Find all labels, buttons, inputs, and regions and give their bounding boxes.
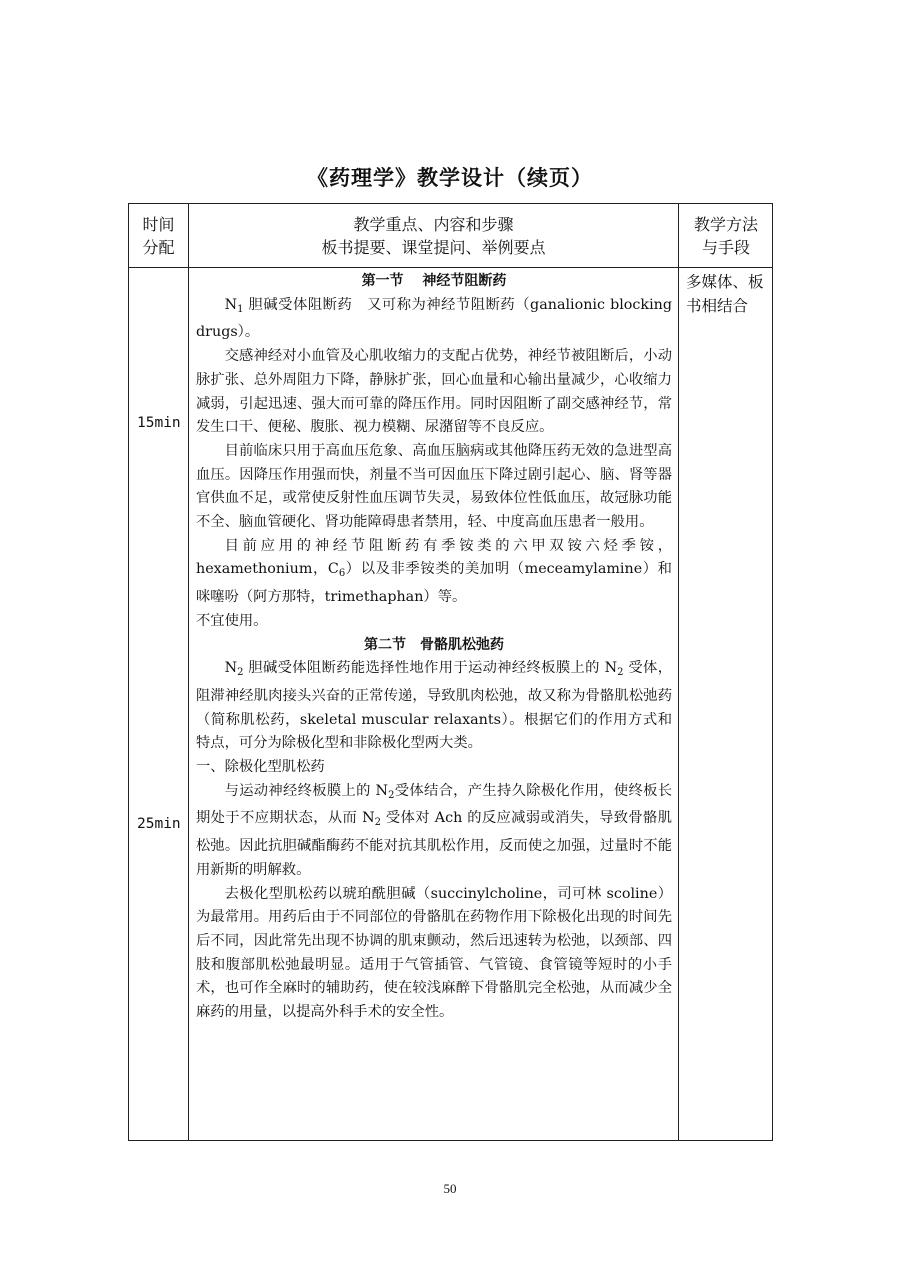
- text-run: N: [224, 296, 238, 313]
- header-divider: [129, 267, 772, 268]
- header-content-line2: 板书提要、课堂提问、举例要点: [321, 237, 546, 257]
- page-title: 《药理学》教学设计（续页）: [307, 166, 593, 190]
- section-1-heading: 第一节 神经节阻断药: [361, 273, 507, 289]
- paragraph: 交感神经对小血管及心肌收缩力的支配占优势，神经节被阻断后，小动脉扩张、总外周阻力下降，静脉扩张，回心血量和心输出量减少，心收缩力减弱，引起迅速、强大而可靠的降压作用。同时因阻断了副交感神经节，常发生口干、便秘、腹胀、视力模糊、尿潴留等不良反应。: [196, 348, 672, 436]
- header-time-line2: 分配: [142, 237, 175, 257]
- header-time-line1: 时间: [142, 214, 175, 234]
- text-run: 目前应用的神经节阻断药有季铵类的六甲双铵六烃季铵，hexamethonium，C: [196, 537, 672, 578]
- subscript: 2: [388, 789, 395, 801]
- paragraph: 目前临床只用于高血压危象、高血压脑病或其他降压药无效的急进型高血压。因降压作用强而快，剂量不当可因血压下降过剧引起心、脑、肾等器官供血不足，或常使反射性血压调节失灵，易致体位性低血压，故冠脉功能不全、脑血管硬化、肾功能障碍患者禁用，轻、中度高血压患者一般用。: [196, 442, 672, 531]
- paragraph: 去极化型肌松药以琥珀酰胆碱（succinylcholine，司可林 scoline）为最常用。用药后由于不同部位的骨骼肌在药物作用下除极化出现的时间先后不同，因此常先出现不协调的肌束颤动，然后迅速转为松弛，以颈部、四肢和腹部肌松弛最明显。适用于气管插管、气管镜、食管镜等短时的小手术，也可作全麻时的辅助药，使在较浅麻醉下骨骼肌完全松弛，从而减少全麻药的用量，以提高外科手术的安全性。: [196, 885, 672, 1021]
- subsection-heading: 一、除极化型肌松药: [196, 759, 325, 776]
- paragraph: [196, 294, 672, 345]
- header-content: [189, 204, 678, 267]
- header-method-line2: 与手段: [701, 237, 750, 257]
- teaching-method: 多媒体、板书相结合: [686, 273, 764, 315]
- subscript: 2: [617, 667, 624, 679]
- header-method-line1: 教学方法: [693, 214, 758, 234]
- column-divider: [188, 204, 189, 1140]
- text-run: 受体，阻滞神经肌肉接头兴奋的正常传递，导致肌肉松弛，故又称为骨骼肌松弛药（简称肌松药，skeletal muscular relaxants）。根据它们的作用方式和特点，可分为除极化型和非除极化型两大类。: [196, 660, 672, 752]
- section-2-heading: 第二节 骨骼肌松弛药: [364, 636, 504, 653]
- column-divider: [678, 204, 679, 1140]
- page-number: 50: [443, 1181, 457, 1196]
- paragraph: [196, 535, 672, 610]
- paragraph: 不宜使用。: [196, 612, 268, 629]
- header-content-line1: 教学重点、内容和步骤: [353, 214, 514, 234]
- lesson-content: [196, 270, 672, 1025]
- time-allocation-2: 25min: [137, 816, 181, 832]
- text-run: 胆碱受体阻断药 又可称为神经节阻断药（ganalionic blocking drugs）。: [196, 296, 672, 341]
- subscript: 2: [237, 667, 244, 679]
- paragraph: [196, 657, 672, 756]
- text-run: 与运动神经终板膜上的 N: [224, 782, 389, 799]
- lesson-plan-table: [128, 203, 773, 1141]
- text-run: ）以及非季铵类的美加明（meceamylamine）和咪噻吩（阿方那特，trimethaphan）等。: [196, 561, 672, 606]
- time-allocation-1: 15min: [137, 415, 181, 431]
- subscript: 2: [374, 817, 381, 829]
- header-time: [129, 204, 188, 267]
- text-run: 受体对 Ach 的反应减弱或消失，导致骨骼肌松弛。因此抗胆碱酯酶药不能对抗其肌松作用，反而使之加强，过量时不能用新斯的明解救。: [196, 810, 672, 878]
- text-run: N: [224, 660, 238, 677]
- paragraph: [196, 780, 672, 883]
- subscript: 6: [338, 568, 346, 580]
- subscript: 1: [237, 303, 244, 315]
- text-run: 胆碱受体阻断药能选择性地作用于运动神经终板膜上的 N: [243, 660, 618, 677]
- text-run: 受体结合，产生持久除极化作用，使终板长期处于不应期状态，从而 N: [196, 782, 673, 827]
- header-method: [679, 204, 773, 267]
